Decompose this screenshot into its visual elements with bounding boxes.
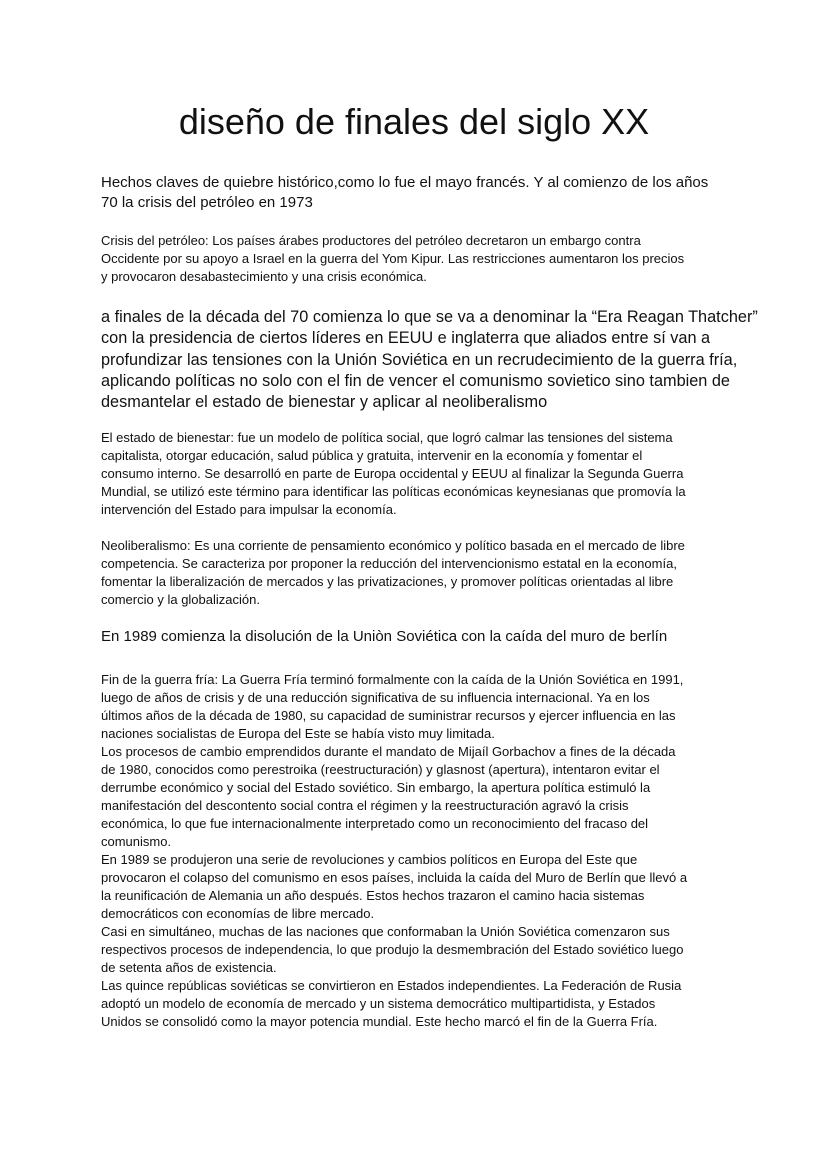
- text-line: intervención del Estado para impulsar la economía.: [101, 502, 397, 517]
- text-line: últimos años de la década de 1980, su capacidad de suministrar recursos y ejercer influencia en las: [101, 708, 676, 723]
- text-line: comunismo.: [101, 834, 172, 849]
- text-line: manifestación del descontento social contra el régimen y la reestructuración agravó la crisis: [101, 798, 629, 813]
- text-line: de setenta años de existencia.: [101, 960, 277, 975]
- text-line: derrumbe económico y social del Estado soviético. Sin embargo, la apertura política estimuló la: [101, 780, 651, 795]
- text-line: En 1989 se produjeron una serie de revoluciones y cambios políticos en Europa del Este que: [101, 852, 638, 867]
- text-line: consumo interno. Se desarrolló en parte de Europa occidental y EEUU al finalizar la Segunda Guerra: [101, 466, 684, 481]
- text-line: naciones socialistas de Europa del Este se había visto muy limitada.: [101, 726, 495, 741]
- text-line: la reunificación de Alemania un año después. Estos hechos trazaron el camino hacia sistemas: [101, 888, 645, 903]
- text-line: Las quince repúblicas soviéticas se convirtieron en Estados independientes. La Federación de Rusia: [101, 978, 682, 993]
- text-line: Crisis del petróleo: Los países árabes productores del petróleo decretaron un embargo contra: [101, 233, 641, 248]
- text-line: 70 la crisis del petróleo en 1973: [101, 193, 313, 211]
- cold-war-end-paragraph: [101, 671, 687, 1031]
- document-title: diseño de finales del siglo XX: [178, 101, 650, 142]
- text-line: democráticos con economías de libre mercado.: [101, 906, 375, 921]
- text-line: desmantelar el estado de bienestar y aplicar al neoliberalismo: [101, 393, 548, 412]
- text-line: comercio y la globalización.: [101, 592, 260, 607]
- text-line: Mundial, se utilizó este término para identificar las políticas económicas keynesianas que promovía la: [101, 484, 686, 499]
- text-line: adoptó un modelo de economía de mercado y un sistema democrático multipartidista, y Estados: [101, 996, 656, 1011]
- text-line: provocaron el colapso del comunismo en esos países, incluida la caída del Muro de Berlín que llevó a: [101, 870, 688, 885]
- soviet-dissolution-heading: [101, 627, 667, 647]
- text-line: Casi en simultáneo, muchas de las naciones que conformaban la Unión Soviética comenzaron sus: [101, 924, 670, 939]
- text-line: El estado de bienestar: fue un modelo de política social, que logró calmar las tensiones del sistema: [101, 430, 673, 445]
- text-line: En 1989 comienza la disolución de la Uniòn Soviética con la caída del muro de berlín: [101, 628, 668, 645]
- oil-crisis-paragraph: [101, 232, 684, 286]
- text-line: con la presidencia de ciertos líderes en EEUU e inglaterra que aliados entre sí van a: [101, 329, 711, 348]
- text-line: económica, lo que fue internacionalmente interpretado como un reconocimiento del fracaso del: [101, 816, 649, 831]
- text-line: capitalista, otorgar educación, salud pública y gratuita, intervenir en la economía y fomentar el: [101, 448, 643, 463]
- text-line: y provocaron desabastecimiento y una crisis económica.: [101, 269, 427, 284]
- text-line: de 1980, conocidos como perestroika (reestructuración) y glasnost (apertura), intentaron evitar el: [101, 762, 660, 777]
- text-line: Fin de la guerra fría: La Guerra Fría terminó formalmente con la caída de la Unión Soviética en 1991,: [101, 672, 684, 687]
- text-line: Los procesos de cambio emprendidos durante el mandato de Mijaíl Gorbachov a fines de la década: [101, 744, 676, 759]
- text-line: fomentar la liberalización de mercados y las privatizaciones, y promover políticas orientadas al libre: [101, 574, 674, 589]
- text-line: respectivos procesos de independencia, lo que produjo la desmembración del Estado soviético luego: [101, 942, 684, 957]
- text-line: competencia. Se caracteriza por proponer la reducción del intervencionismo estatal en la economía,: [101, 556, 677, 571]
- reagan-thatcher-paragraph: [101, 307, 758, 413]
- neoliberalism-paragraph: [101, 537, 685, 609]
- text-line: Occidente por su apoyo a Israel en la guerra del Yom Kipur. Las restricciones aumentaron los precios: [101, 251, 685, 266]
- welfare-state-paragraph: [101, 429, 686, 519]
- text-line: profundizar las tensiones con la Unión Soviética en un recrudecimiento de la guerra fría,: [101, 350, 738, 369]
- text-line: aplicando políticas no solo con el fin de vencer el comunismo sovietico sino tambien de: [101, 371, 730, 390]
- intro-heading: [101, 173, 708, 212]
- text-line: Hechos claves de quiebre histórico,como lo fue el mayo francés. Y al comienzo de los años: [101, 174, 709, 191]
- text-line: luego de años de crisis y de una reducción significativa de su influencia internacional. Ya en los: [101, 690, 650, 705]
- text-line: a finales de la década del 70 comienza lo que se va a denominar la “Era Reagan Thatcher”: [101, 308, 758, 326]
- text-line: Neoliberalismo: Es una corriente de pensamiento económico y político basada en el mercado de libre: [101, 538, 685, 553]
- text-line: Unidos se consolidó como la mayor potencia mundial. Este hecho marcó el fin de la Guerra Fría.: [101, 1014, 658, 1029]
